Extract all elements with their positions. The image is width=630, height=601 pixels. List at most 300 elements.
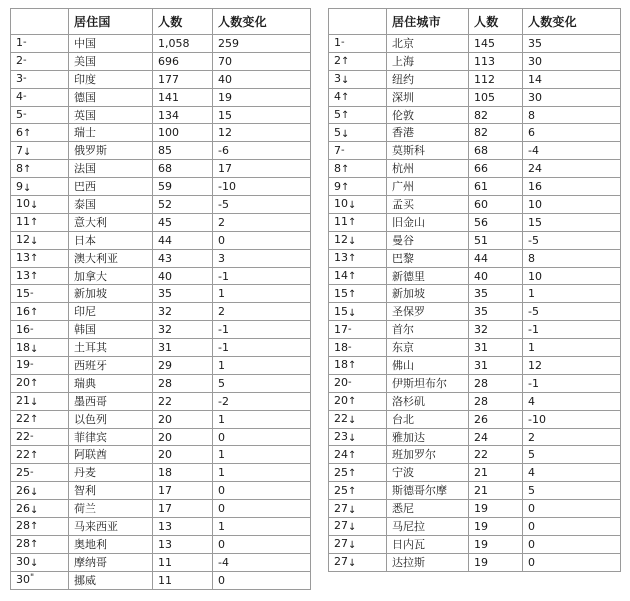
city-name-cell: 宁波 <box>387 464 469 482</box>
country-rank-cell <box>11 35 69 53</box>
city-count-cell: 24 <box>469 428 523 446</box>
city-rank-cell <box>329 231 387 249</box>
rank-change-arrow-icon: ↑ <box>348 271 357 283</box>
country-name-cell: 中国 <box>69 35 153 53</box>
rank-change-arrow-icon: ↑ <box>23 163 32 175</box>
rank-change-arrow-icon: ↓ <box>30 236 39 248</box>
country-rank-cell <box>11 267 69 285</box>
city-count-cell: 31 <box>469 357 523 375</box>
city-name-cell: 日内瓦 <box>387 535 469 553</box>
rank-number: 13 <box>16 269 30 283</box>
country-change-cell: -6 <box>213 142 311 160</box>
city-change-cell: 2 <box>523 428 621 446</box>
city-header-change: 人数变化 <box>523 9 621 35</box>
table-row <box>11 88 311 106</box>
city-count-cell: 31 <box>469 339 523 357</box>
rank-change-arrow-icon: ↑ <box>348 288 357 300</box>
rank-number: 15 <box>16 286 30 300</box>
city-change-cell: 8 <box>523 249 621 267</box>
country-change-cell: 0 <box>213 535 311 553</box>
city-rank-cell <box>329 267 387 285</box>
rank-change-arrow-icon: ↑ <box>30 414 39 426</box>
rank-change-arrow-icon: ↑ <box>341 56 350 68</box>
rank-change-arrow-icon: - <box>348 377 352 389</box>
rank-change-arrow-icon: ↓ <box>30 558 39 570</box>
city-change-cell: 0 <box>523 518 621 536</box>
rank-number: 17 <box>334 322 348 336</box>
city-name-cell: 香港 <box>387 124 469 142</box>
country-change-cell: 40 <box>213 70 311 88</box>
country-name-cell: 瑞典 <box>69 374 153 392</box>
country-change-cell: 0 <box>213 482 311 500</box>
rank-change-arrow-icon: - <box>30 323 34 335</box>
country-change-cell: -1 <box>213 321 311 339</box>
country-count-cell: 32 <box>153 303 213 321</box>
country-table <box>10 8 311 590</box>
country-header-name: 居住国 <box>69 9 153 35</box>
city-change-cell: 8 <box>523 106 621 124</box>
rank-change-arrow-icon: ↑ <box>30 271 39 283</box>
rank-number: 18 <box>334 358 348 372</box>
rank-change-arrow-icon: - <box>341 144 345 156</box>
rank-number: 8 <box>334 161 341 175</box>
city-name-cell: 首尔 <box>387 321 469 339</box>
country-change-cell: -10 <box>213 178 311 196</box>
rank-change-arrow-icon: ↑ <box>341 163 350 175</box>
city-count-cell: 19 <box>469 518 523 536</box>
city-count-cell: 60 <box>469 196 523 214</box>
rank-number: 4 <box>334 90 341 104</box>
city-name-cell: 佛山 <box>387 357 469 375</box>
country-count-cell: 20 <box>153 446 213 464</box>
city-name-cell: 孟买 <box>387 196 469 214</box>
country-name-cell: 菲律宾 <box>69 428 153 446</box>
country-count-cell: 40 <box>153 267 213 285</box>
rank-number: 16 <box>16 304 30 318</box>
table-row <box>329 392 621 410</box>
rank-change-arrow-icon: ↓ <box>341 75 350 87</box>
rank-number: 30 <box>16 555 30 569</box>
city-change-cell: -5 <box>523 303 621 321</box>
city-name-cell: 新德里 <box>387 267 469 285</box>
country-rank-cell <box>11 392 69 410</box>
table-row <box>329 142 621 160</box>
city-name-cell: 伊斯坦布尔 <box>387 374 469 392</box>
table-row <box>11 231 311 249</box>
table-row <box>11 410 311 428</box>
rank-change-arrow-icon: ↓ <box>348 415 357 427</box>
country-count-cell: 44 <box>153 231 213 249</box>
rank-change-arrow-icon: ↓ <box>348 540 357 552</box>
city-change-cell: -4 <box>523 142 621 160</box>
table-row <box>11 482 311 500</box>
table-row <box>11 464 311 482</box>
table-row <box>11 70 311 88</box>
rank-change-arrow-icon: ↓ <box>341 128 350 140</box>
country-name-cell: 奥地利 <box>69 535 153 553</box>
country-rank-cell <box>11 124 69 142</box>
country-change-cell: 259 <box>213 35 311 53</box>
city-change-cell: 5 <box>523 446 621 464</box>
table-row <box>11 535 311 553</box>
rank-change-arrow-icon: - <box>23 91 27 103</box>
city-change-cell: 1 <box>523 339 621 357</box>
city-count-cell: 44 <box>469 249 523 267</box>
country-change-cell: -1 <box>213 339 311 357</box>
city-change-cell: 1 <box>523 285 621 303</box>
country-change-cell: 1 <box>213 357 311 375</box>
table-row <box>329 535 621 553</box>
city-change-cell: 24 <box>523 160 621 178</box>
rank-number: 27 <box>334 537 348 551</box>
rank-change-arrow-icon: - <box>30 359 34 371</box>
country-count-cell: 32 <box>153 321 213 339</box>
table-row <box>11 392 311 410</box>
country-name-cell: 加拿大 <box>69 267 153 285</box>
country-count-cell: 20 <box>153 410 213 428</box>
table-row <box>11 178 311 196</box>
country-name-cell: 摩纳哥 <box>69 553 153 571</box>
rank-change-arrow-icon: ↑ <box>348 396 357 408</box>
rank-number: 24 <box>334 447 348 461</box>
rank-number: 26 <box>16 501 30 515</box>
rank-number: 11 <box>334 215 348 229</box>
rank-change-arrow-icon: " <box>30 573 35 584</box>
country-change-cell: 17 <box>213 160 311 178</box>
city-table-head <box>329 9 621 35</box>
city-name-cell: 班加罗尔 <box>387 446 469 464</box>
city-name-cell: 北京 <box>387 35 469 53</box>
city-change-cell: 10 <box>523 267 621 285</box>
city-rank-cell <box>329 35 387 53</box>
city-count-cell: 82 <box>469 124 523 142</box>
rank-number: 7 <box>334 143 341 157</box>
table-row <box>11 428 311 446</box>
rank-change-arrow-icon: ↓ <box>23 146 32 158</box>
rank-change-arrow-icon: ↓ <box>30 200 39 212</box>
city-change-cell: 0 <box>523 500 621 518</box>
country-rank-cell <box>11 106 69 124</box>
city-change-cell: 12 <box>523 357 621 375</box>
country-change-cell: 1 <box>213 464 311 482</box>
table-row <box>11 142 311 160</box>
country-count-cell: 28 <box>153 374 213 392</box>
rank-change-arrow-icon: - <box>23 55 27 67</box>
city-name-cell: 纽约 <box>387 70 469 88</box>
city-header-row <box>329 9 621 35</box>
rank-number: 26 <box>16 483 30 497</box>
rank-change-arrow-icon: ↑ <box>348 360 357 372</box>
country-name-cell: 意大利 <box>69 213 153 231</box>
city-rank-cell <box>329 142 387 160</box>
country-rank-cell <box>11 571 69 589</box>
rank-change-arrow-icon: ↓ <box>348 522 357 534</box>
table-row <box>329 267 621 285</box>
country-change-cell: 15 <box>213 106 311 124</box>
city-rank-cell <box>329 178 387 196</box>
rank-change-arrow-icon: - <box>23 109 27 120</box>
city-name-cell: 台北 <box>387 410 469 428</box>
rank-number: 27 <box>334 501 348 515</box>
country-change-cell: 1 <box>213 410 311 428</box>
country-count-cell: 22 <box>153 392 213 410</box>
city-name-cell: 马尼拉 <box>387 518 469 536</box>
table-row <box>11 357 311 375</box>
table-row <box>329 88 621 106</box>
rank-number: 1 <box>334 36 341 50</box>
rank-number: 8 <box>16 161 23 175</box>
rank-change-arrow-icon: ↓ <box>30 486 39 498</box>
rank-change-arrow-icon: ↑ <box>348 485 357 497</box>
rank-number: 3 <box>16 72 23 86</box>
country-count-cell: 134 <box>153 106 213 124</box>
rank-change-arrow-icon: ↓ <box>30 343 39 355</box>
country-change-cell: 1 <box>213 285 311 303</box>
city-rank-cell <box>329 285 387 303</box>
city-count-cell: 28 <box>469 392 523 410</box>
city-rank-cell <box>329 303 387 321</box>
city-change-cell: -5 <box>523 231 621 249</box>
country-change-cell: 12 <box>213 124 311 142</box>
city-count-cell: 105 <box>469 88 523 106</box>
rank-change-arrow-icon: ↓ <box>30 504 39 516</box>
rank-number: 27 <box>334 519 348 533</box>
rank-number: 22 <box>16 412 30 426</box>
country-name-cell: 瑞士 <box>69 124 153 142</box>
city-count-cell: 19 <box>469 535 523 553</box>
city-name-cell: 上海 <box>387 52 469 70</box>
city-header-count: 人数 <box>469 9 523 35</box>
table-row <box>329 124 621 142</box>
rank-change-arrow-icon: ↑ <box>348 217 357 229</box>
rank-number: 20 <box>334 376 348 390</box>
table-row <box>329 374 621 392</box>
city-table-body <box>329 35 621 572</box>
table-row <box>329 178 621 196</box>
table-row <box>11 285 311 303</box>
table-row <box>11 518 311 536</box>
table-row <box>329 446 621 464</box>
country-name-cell: 新加坡 <box>69 285 153 303</box>
table-row <box>329 196 621 214</box>
city-count-cell: 40 <box>469 267 523 285</box>
country-change-cell: 1 <box>213 446 311 464</box>
city-name-cell: 新加坡 <box>387 285 469 303</box>
city-name-cell: 杭州 <box>387 160 469 178</box>
country-rank-cell <box>11 464 69 482</box>
table-row <box>11 160 311 178</box>
rank-number: 12 <box>16 233 30 247</box>
rank-change-arrow-icon: - <box>348 341 352 353</box>
rank-change-arrow-icon: ↑ <box>30 539 39 551</box>
city-count-cell: 19 <box>469 553 523 571</box>
rank-number: 1 <box>16 36 23 50</box>
country-rank-cell <box>11 482 69 500</box>
rank-number: 5 <box>16 108 23 121</box>
table-row <box>11 106 311 124</box>
country-rank-cell <box>11 553 69 571</box>
table-row <box>329 231 621 249</box>
country-change-cell: 1 <box>213 518 311 536</box>
city-rank-cell <box>329 535 387 553</box>
city-rank-cell <box>329 553 387 571</box>
city-change-cell: 0 <box>523 535 621 553</box>
country-table-body <box>11 35 311 590</box>
country-count-cell: 141 <box>153 88 213 106</box>
table-row <box>11 35 311 53</box>
table-row <box>11 52 311 70</box>
country-header-change: 人数变化 <box>213 9 311 35</box>
country-change-cell: -5 <box>213 196 311 214</box>
rank-change-arrow-icon: ↓ <box>348 504 357 516</box>
rank-number: 2 <box>334 54 341 68</box>
table-row <box>11 500 311 518</box>
city-rank-cell <box>329 428 387 446</box>
city-change-cell: 35 <box>523 35 621 53</box>
country-name-cell: 挪威 <box>69 571 153 589</box>
rank-change-arrow-icon: - <box>23 37 27 49</box>
country-count-cell: 68 <box>153 160 213 178</box>
country-count-cell: 17 <box>153 500 213 518</box>
city-count-cell: 145 <box>469 35 523 53</box>
table-row <box>329 553 621 571</box>
city-name-cell: 达拉斯 <box>387 553 469 571</box>
country-count-cell: 52 <box>153 196 213 214</box>
table-row <box>11 553 311 571</box>
rank-number: 5 <box>334 108 341 121</box>
city-count-cell: 51 <box>469 231 523 249</box>
country-header-count: 人数 <box>153 9 213 35</box>
city-name-cell: 雅加达 <box>387 428 469 446</box>
rank-number: 3 <box>334 72 341 86</box>
rank-change-arrow-icon: ↓ <box>348 200 357 212</box>
city-rank-cell <box>329 446 387 464</box>
table-row <box>11 249 311 267</box>
country-name-cell: 智利 <box>69 482 153 500</box>
table-row <box>329 518 621 536</box>
city-rank-cell <box>329 374 387 392</box>
rank-number: 18 <box>334 340 348 354</box>
country-name-cell: 泰国 <box>69 196 153 214</box>
country-count-cell: 20 <box>153 428 213 446</box>
city-name-cell: 圣保罗 <box>387 303 469 321</box>
country-rank-cell <box>11 303 69 321</box>
city-rank-cell <box>329 249 387 267</box>
rank-change-arrow-icon: ↓ <box>30 397 39 409</box>
country-change-cell: 19 <box>213 88 311 106</box>
table-row <box>329 52 621 70</box>
rank-number: 19 <box>16 358 30 372</box>
rank-number: 21 <box>16 394 30 408</box>
country-rank-cell <box>11 231 69 249</box>
city-name-cell: 深圳 <box>387 88 469 106</box>
city-change-cell: 4 <box>523 464 621 482</box>
country-rank-cell <box>11 446 69 464</box>
rank-number: 22 <box>16 447 30 461</box>
rank-number: 16 <box>16 322 30 336</box>
rank-number: 18 <box>16 340 30 354</box>
country-count-cell: 18 <box>153 464 213 482</box>
country-change-cell: 0 <box>213 428 311 446</box>
country-name-cell: 墨西哥 <box>69 392 153 410</box>
city-name-cell: 伦敦 <box>387 106 469 124</box>
city-change-cell: 4 <box>523 392 621 410</box>
country-name-cell: 日本 <box>69 231 153 249</box>
city-change-cell: 16 <box>523 178 621 196</box>
city-name-cell: 斯德哥尔摩 <box>387 482 469 500</box>
rank-number: 23 <box>334 430 348 444</box>
rank-change-arrow-icon: ↑ <box>30 449 39 461</box>
city-change-cell: 15 <box>523 213 621 231</box>
rank-number: 27 <box>334 555 348 569</box>
country-name-cell: 韩国 <box>69 321 153 339</box>
city-rank-cell <box>329 160 387 178</box>
country-name-cell: 印度 <box>69 70 153 88</box>
table-row <box>11 446 311 464</box>
rank-number: 6 <box>16 125 23 139</box>
city-table-container <box>328 8 620 572</box>
country-name-cell: 印尼 <box>69 303 153 321</box>
table-row <box>11 571 311 589</box>
city-change-cell: 14 <box>523 70 621 88</box>
country-rank-cell <box>11 88 69 106</box>
rank-change-arrow-icon: - <box>30 431 34 443</box>
city-name-cell: 东京 <box>387 339 469 357</box>
rank-number: 14 <box>334 269 348 283</box>
country-name-cell: 土耳其 <box>69 339 153 357</box>
rank-change-arrow-icon: ↓ <box>348 558 357 570</box>
country-count-cell: 45 <box>153 213 213 231</box>
city-rank-cell <box>329 500 387 518</box>
country-rank-cell <box>11 160 69 178</box>
table-row <box>329 428 621 446</box>
country-count-cell: 35 <box>153 285 213 303</box>
country-change-cell: 2 <box>213 303 311 321</box>
rank-number: 4 <box>16 90 23 104</box>
table-row <box>329 482 621 500</box>
country-rank-cell <box>11 500 69 518</box>
city-count-cell: 68 <box>469 142 523 160</box>
city-count-cell: 82 <box>469 106 523 124</box>
rank-change-arrow-icon: ↑ <box>348 449 357 461</box>
rank-change-arrow-icon: ↓ <box>348 433 357 445</box>
country-count-cell: 11 <box>153 553 213 571</box>
rank-number: 10 <box>334 197 348 211</box>
city-count-cell: 112 <box>469 70 523 88</box>
rank-number: 13 <box>16 251 30 265</box>
country-count-cell: 11 <box>153 571 213 589</box>
city-count-cell: 35 <box>469 285 523 303</box>
country-change-cell: 0 <box>213 231 311 249</box>
country-change-cell: 0 <box>213 571 311 589</box>
country-rank-cell <box>11 213 69 231</box>
rank-number: 22 <box>334 412 348 426</box>
city-rank-cell <box>329 392 387 410</box>
rank-number: 10 <box>16 197 30 211</box>
city-rank-cell <box>329 482 387 500</box>
city-name-cell: 曼谷 <box>387 231 469 249</box>
country-change-cell: 3 <box>213 249 311 267</box>
city-count-cell: 21 <box>469 482 523 500</box>
rank-change-arrow-icon: ↑ <box>348 467 357 479</box>
country-rank-cell <box>11 321 69 339</box>
city-count-cell: 32 <box>469 321 523 339</box>
country-name-cell: 以色列 <box>69 410 153 428</box>
rank-change-arrow-icon: - <box>30 466 34 478</box>
rank-change-arrow-icon: ↓ <box>348 236 357 248</box>
country-count-cell: 17 <box>153 482 213 500</box>
table-row <box>11 339 311 357</box>
